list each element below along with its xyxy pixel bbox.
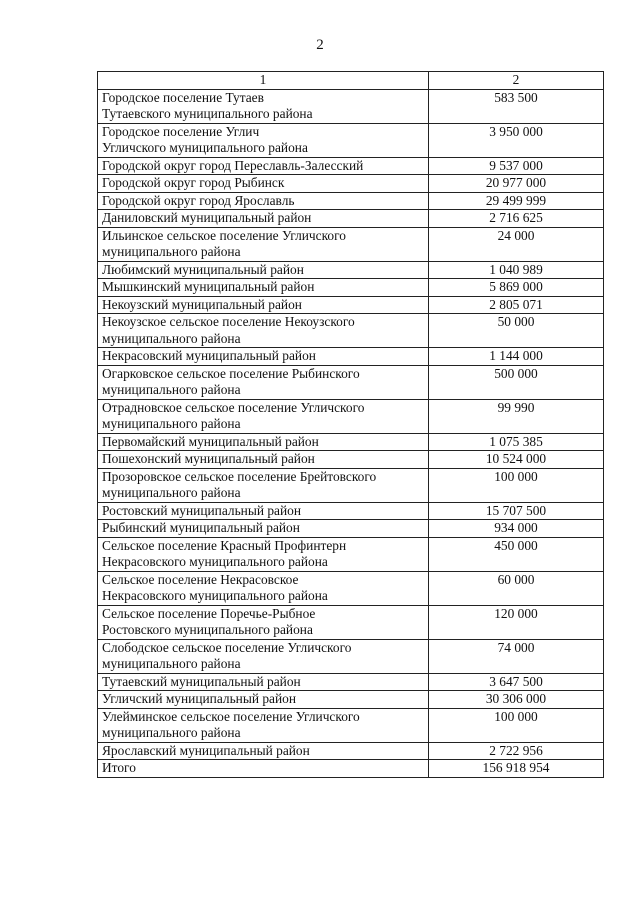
amount-cell: 9 537 000 [429,157,604,175]
amount-cell: 74 000 [429,639,604,673]
municipality-name: Тутаевский муниципальный район [102,673,301,689]
municipality-name-continuation: Угличского муниципального района [102,140,308,155]
municipality-name-continuation: муниципального района [102,244,241,259]
amount-cell: 20 977 000 [429,175,604,193]
table-body [98,89,604,777]
municipality-name-cell [98,605,429,639]
amount-cell: 60 000 [429,571,604,605]
municipality-name-cell [98,639,429,673]
municipality-name-continuation: Тутаевского муниципального района [102,106,313,121]
table-row [98,261,604,279]
table-row [98,123,604,157]
municipality-name: Ильинское сельское поселение Угличского [102,227,346,243]
municipality-name-cell [98,673,429,691]
municipality-name-cell [98,571,429,605]
municipality-name-cell [98,175,429,193]
municipality-name: Рыбинский муниципальный район [102,520,300,535]
municipality-name-cell [98,520,429,538]
municipality-name: Пошехонский муниципальный район [102,451,315,466]
municipality-name: Отрадновское сельское поселение Угличского [102,399,365,415]
municipality-name-cell [98,399,429,433]
municipality-name-cell [98,192,429,210]
amount-cell: 2 722 956 [429,742,604,760]
table-row [98,399,604,433]
municipality-name: Сельское поселение Поречье-Рыбное [102,605,316,621]
page-number: 2 [316,37,324,53]
municipality-name-cell [98,157,429,175]
municipality-name-continuation: муниципального района [102,485,241,500]
municipality-name-cell [98,348,429,366]
table-header-row [98,72,604,90]
municipality-name-continuation: муниципального района [102,416,241,431]
table-row [98,348,604,366]
municipality-name: Городской округ город Ярославль [102,192,295,208]
municipality-name: Некоузское сельское поселение Некоузского [102,314,355,329]
municipality-name: Сельское поселение Красный Профинтерн [102,537,347,553]
municipality-name-cell [98,227,429,261]
municipality-name-cell [98,296,429,314]
municipality-name: Итого [102,760,136,775]
table-row [98,451,604,469]
municipality-name: Городской округ город Переславль-Залесский [102,157,364,173]
municipality-name: Некрасовский муниципальный район [102,348,316,363]
municipality-name-cell [98,279,429,297]
amount-cell: 29 499 999 [429,192,604,210]
amount-cell: 100 000 [429,468,604,502]
amount-cell: 2 805 071 [429,296,604,314]
municipality-name-cell [98,502,429,520]
amount-cell: 24 000 [429,227,604,261]
table-row [98,157,604,175]
table-row [98,760,604,778]
table-row [98,175,604,193]
amount-cell: 934 000 [429,520,604,538]
municipality-name: Городское поселение Тутаев [102,89,264,105]
table-row [98,571,604,605]
table-row [98,605,604,639]
table-row [98,365,604,399]
amount-cell: 30 306 000 [429,691,604,709]
municipality-name-continuation: муниципального района [102,382,241,397]
table-row [98,468,604,502]
municipality-name-cell [98,742,429,760]
municipality-name-continuation: Некрасовского муниципального района [102,588,328,603]
municipality-name-cell [98,537,429,571]
table-row [98,742,604,760]
table-row [98,227,604,261]
amount-cell: 120 000 [429,605,604,639]
amount-cell: 2 716 625 [429,210,604,228]
municipality-name: Любимский муниципальный район [102,261,304,277]
table-row [98,639,604,673]
municipality-name-cell [98,468,429,502]
table-row [98,210,604,228]
municipality-name: Некоузский муниципальный район [102,296,302,312]
municipality-name-continuation: муниципального района [102,656,241,671]
amount-cell: 3 647 500 [429,673,604,691]
amount-cell: 1 144 000 [429,348,604,366]
municipality-name-cell [98,314,429,348]
amount-cell: 15 707 500 [429,502,604,520]
amount-cell: 156 918 954 [429,760,604,778]
municipality-name: Городской округ город Рыбинск [102,175,285,190]
amount-cell: 450 000 [429,537,604,571]
municipality-name-cell [98,451,429,469]
amount-cell: 1 040 989 [429,261,604,279]
municipality-name: Слободское сельское поселение Угличского [102,639,352,655]
municipality-name: Даниловский муниципальный район [102,210,312,225]
table-row [98,314,604,348]
amount-cell: 99 990 [429,399,604,433]
municipality-name: Угличский муниципальный район [102,691,297,706]
municipality-name-continuation: муниципального района [102,725,241,740]
municipality-name-cell [98,365,429,399]
municipality-name: Ярославский муниципальный район [102,742,310,758]
distribution-table [97,71,604,778]
column-header-1: 1 [98,72,429,90]
amount-cell: 500 000 [429,365,604,399]
table-row [98,520,604,538]
table-row [98,537,604,571]
table-row [98,296,604,314]
municipality-name-cell [98,433,429,451]
amount-cell: 1 075 385 [429,433,604,451]
amount-cell: 10 524 000 [429,451,604,469]
amount-cell: 50 000 [429,314,604,348]
amount-cell: 100 000 [429,708,604,742]
table-row [98,279,604,297]
municipality-name: Городское поселение Углич [102,123,260,139]
table-row [98,673,604,691]
table-row [98,192,604,210]
municipality-name-cell [98,210,429,228]
municipality-name: Сельское поселение Некрасовское [102,571,299,587]
municipality-name-cell [98,123,429,157]
municipality-name-cell [98,261,429,279]
table-row [98,89,604,123]
municipality-name-cell [98,708,429,742]
municipality-name-continuation: Ростовского муниципального района [102,622,313,637]
municipality-name-continuation: Некрасовского муниципального района [102,554,328,569]
table-row [98,433,604,451]
amount-cell: 3 950 000 [429,123,604,157]
table-row [98,691,604,709]
municipality-name: Первомайский муниципальный район [102,433,319,449]
municipality-name: Прозоровское сельское поселение Брейтовского [102,468,377,484]
column-header-2: 2 [429,72,604,90]
municipality-name: Огарковское сельское поселение Рыбинского [102,365,360,381]
amount-cell: 583 500 [429,89,604,123]
table-row [98,502,604,520]
table-row [98,708,604,742]
municipality-name-cell [98,760,429,778]
amount-cell: 5 869 000 [429,279,604,297]
municipality-name: Ростовский муниципальный район [102,502,302,518]
municipality-name-cell [98,691,429,709]
municipality-name: Мышкинский муниципальный район [102,279,315,294]
municipality-name: Улейминское сельское поселение Угличского [102,708,360,724]
municipality-name-cell [98,89,429,123]
municipality-name-continuation: муниципального района [102,330,241,346]
